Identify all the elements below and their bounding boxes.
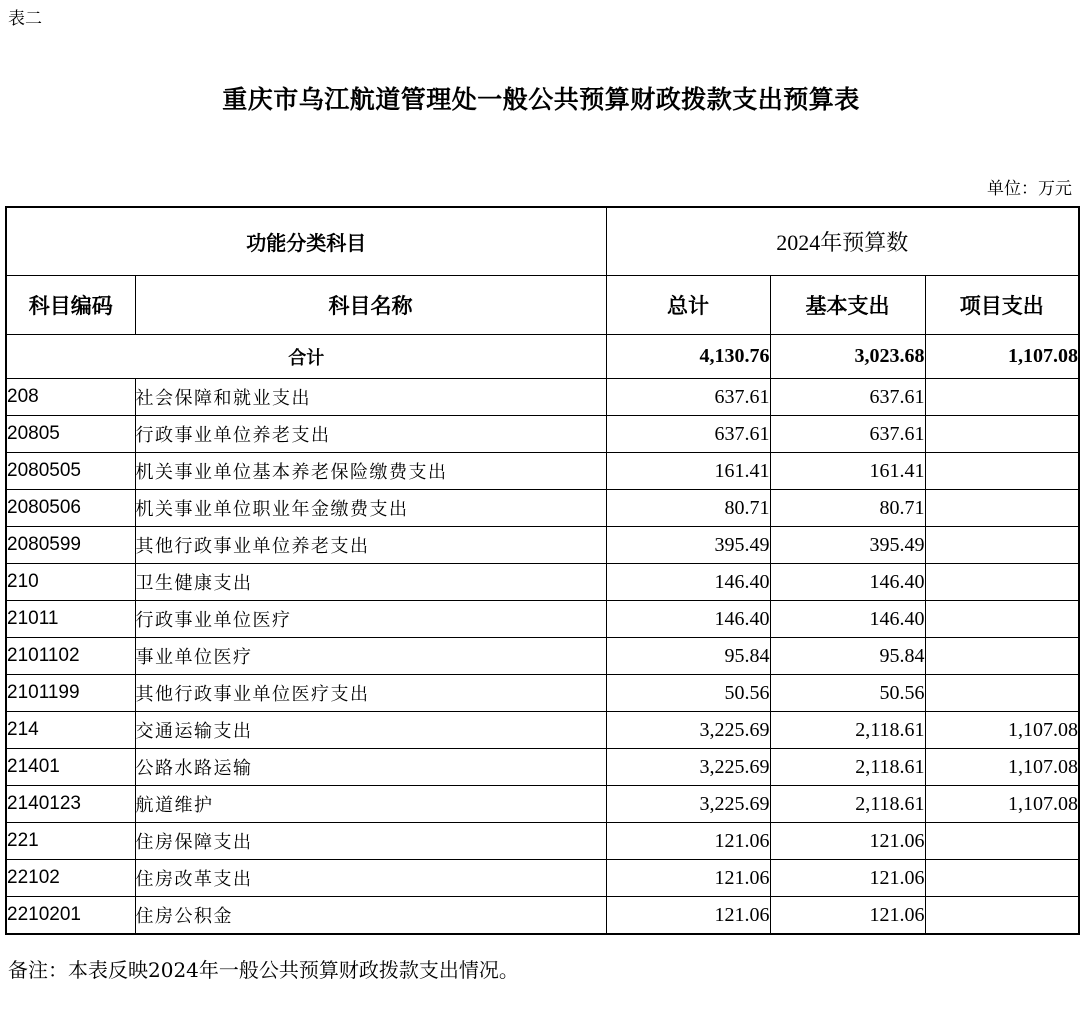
row-total: 121.06 <box>606 823 770 860</box>
row-name: 公路水路运输 <box>135 749 606 786</box>
header-name: 科目名称 <box>135 276 606 335</box>
row-name: 住房改革支出 <box>135 860 606 897</box>
row-basic: 2,118.61 <box>770 712 925 749</box>
header-func-category: 功能分类科目 <box>6 207 606 276</box>
row-project <box>925 860 1079 897</box>
row-code: 2210201 <box>6 897 135 935</box>
row-basic: 50.56 <box>770 675 925 712</box>
table-row <box>6 453 1079 490</box>
total-basic: 3,023.68 <box>770 335 925 379</box>
row-total: 121.06 <box>606 860 770 897</box>
row-project: 1,107.08 <box>925 749 1079 786</box>
row-total: 3,225.69 <box>606 786 770 823</box>
budget-table <box>5 206 1080 935</box>
row-name: 社会保障和就业支出 <box>135 379 606 416</box>
row-total: 637.61 <box>606 379 770 416</box>
row-code: 21011 <box>6 601 135 638</box>
row-basic: 146.40 <box>770 564 925 601</box>
row-name: 交通运输支出 <box>135 712 606 749</box>
row-code: 21401 <box>6 749 135 786</box>
header-basic: 基本支出 <box>770 276 925 335</box>
total-project: 1,107.08 <box>925 335 1079 379</box>
row-total: 637.61 <box>606 416 770 453</box>
row-name: 机关事业单位职业年金缴费支出 <box>135 490 606 527</box>
row-total: 395.49 <box>606 527 770 564</box>
row-project <box>925 897 1079 935</box>
total-row <box>6 335 1079 379</box>
row-total: 80.71 <box>606 490 770 527</box>
table-row <box>6 786 1079 823</box>
row-basic: 637.61 <box>770 416 925 453</box>
row-code: 208 <box>6 379 135 416</box>
row-project <box>925 675 1079 712</box>
row-code: 2080599 <box>6 527 135 564</box>
row-project <box>925 527 1079 564</box>
table-row <box>6 675 1079 712</box>
header-year-budget: 2024年预算数 <box>606 207 1079 276</box>
row-basic: 146.40 <box>770 601 925 638</box>
table-row <box>6 860 1079 897</box>
row-project <box>925 564 1079 601</box>
row-name: 其他行政事业单位养老支出 <box>135 527 606 564</box>
row-total: 50.56 <box>606 675 770 712</box>
row-code: 214 <box>6 712 135 749</box>
row-total: 3,225.69 <box>606 749 770 786</box>
page-title: 重庆市乌江航道管理处一般公共预算财政拨款支出预算表 <box>222 85 860 114</box>
table-row <box>6 564 1079 601</box>
header-total: 总计 <box>606 276 770 335</box>
row-basic: 637.61 <box>770 379 925 416</box>
table-row <box>6 490 1079 527</box>
table-row <box>6 897 1079 935</box>
row-code: 20805 <box>6 416 135 453</box>
header-code: 科目编码 <box>6 276 135 335</box>
header-project: 项目支出 <box>925 276 1079 335</box>
row-basic: 2,118.61 <box>770 749 925 786</box>
row-total: 95.84 <box>606 638 770 675</box>
row-project <box>925 453 1079 490</box>
table-row <box>6 379 1079 416</box>
table-row <box>6 527 1079 564</box>
table-row <box>6 823 1079 860</box>
row-project <box>925 601 1079 638</box>
table-row <box>6 712 1079 749</box>
row-name: 行政事业单位医疗 <box>135 601 606 638</box>
total-sum: 4,130.76 <box>606 335 770 379</box>
row-project: 1,107.08 <box>925 712 1079 749</box>
row-name: 住房公积金 <box>135 897 606 935</box>
row-name: 事业单位医疗 <box>135 638 606 675</box>
row-project: 1,107.08 <box>925 786 1079 823</box>
header-row-sub <box>6 276 1079 335</box>
row-total: 121.06 <box>606 897 770 935</box>
row-total: 146.40 <box>606 601 770 638</box>
row-basic: 121.06 <box>770 823 925 860</box>
unit-label: 单位：万元 <box>987 179 1072 199</box>
row-code: 2101199 <box>6 675 135 712</box>
row-code: 2080506 <box>6 490 135 527</box>
row-total: 3,225.69 <box>606 712 770 749</box>
table-row <box>6 638 1079 675</box>
table-row <box>6 749 1079 786</box>
row-code: 22102 <box>6 860 135 897</box>
row-code: 2080505 <box>6 453 135 490</box>
row-project <box>925 638 1079 675</box>
row-name: 其他行政事业单位医疗支出 <box>135 675 606 712</box>
row-project <box>925 379 1079 416</box>
row-basic: 161.41 <box>770 453 925 490</box>
table-row <box>6 416 1079 453</box>
row-code: 2140123 <box>6 786 135 823</box>
row-basic: 395.49 <box>770 527 925 564</box>
row-name: 行政事业单位养老支出 <box>135 416 606 453</box>
row-name: 航道维护 <box>135 786 606 823</box>
row-basic: 80.71 <box>770 490 925 527</box>
document-label: 表二 <box>8 9 42 29</box>
row-basic: 121.06 <box>770 897 925 935</box>
row-basic: 95.84 <box>770 638 925 675</box>
row-total: 161.41 <box>606 453 770 490</box>
header-row-top <box>6 207 1079 276</box>
row-basic: 121.06 <box>770 860 925 897</box>
row-project <box>925 490 1079 527</box>
row-name: 机关事业单位基本养老保险缴费支出 <box>135 453 606 490</box>
row-total: 146.40 <box>606 564 770 601</box>
footnote: 备注：本表反映2024年一般公共预算财政拨款支出情况。 <box>8 958 519 982</box>
row-project <box>925 823 1079 860</box>
row-code: 2101102 <box>6 638 135 675</box>
row-name: 住房保障支出 <box>135 823 606 860</box>
row-project <box>925 416 1079 453</box>
row-code: 221 <box>6 823 135 860</box>
row-basic: 2,118.61 <box>770 786 925 823</box>
row-code: 210 <box>6 564 135 601</box>
total-label: 合计 <box>6 335 606 379</box>
row-name: 卫生健康支出 <box>135 564 606 601</box>
table-row <box>6 601 1079 638</box>
